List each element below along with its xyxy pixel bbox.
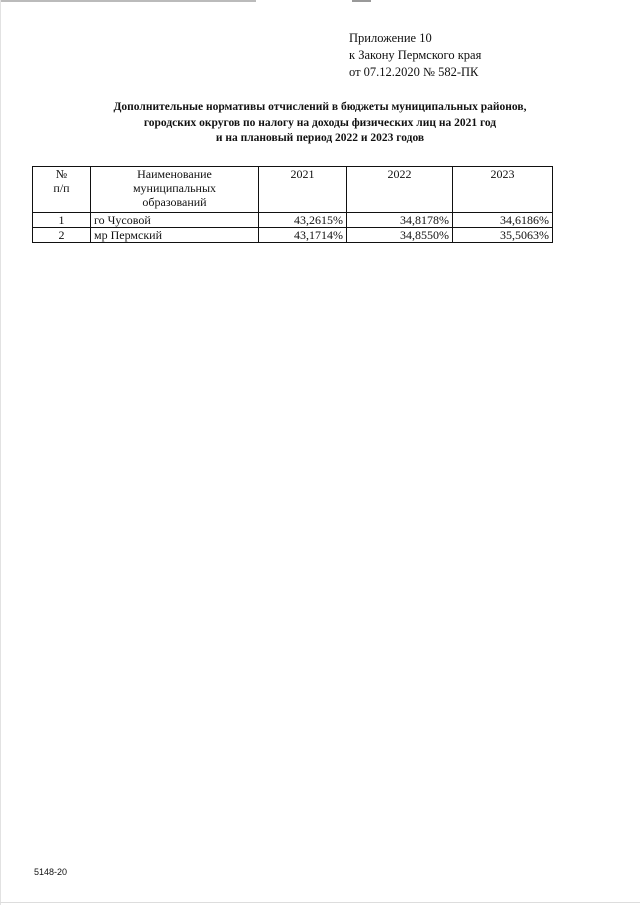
appendix-number: Приложение 10 [349,31,432,45]
appendix-date: от 07.12.2020 № 582-ПК [349,65,479,79]
norms-table [32,166,553,243]
row-2023: 34,6186% [453,213,553,228]
table-row [33,213,553,228]
row-2021: 43,2615% [259,213,347,228]
header-name-line-2: муниципальных [132,181,217,195]
document-title [60,100,580,147]
row-name: го Чусовой [91,213,259,228]
header-2021: 2021 [259,167,347,213]
scan-edge-top [0,0,640,2]
scan-edge-left [0,0,1,905]
header-num-line-1: № [55,167,68,181]
header-name [91,167,259,213]
header-2022: 2022 [347,167,453,213]
row-2023: 35,5063% [453,228,553,243]
title-line-2: городских округов по налогу на доходы физических лиц на 2021 год [143,116,497,129]
appendix-law: к Закону Пермского края [349,48,482,62]
table-row [33,228,553,243]
row-name: мр Пермский [91,228,259,243]
row-2021: 43,1714% [259,228,347,243]
row-2022: 34,8178% [347,213,453,228]
row-num: 1 [33,213,91,228]
document-code: 5148-20 [34,867,68,877]
appendix-reference [349,30,481,81]
header-num [33,167,91,213]
title-line-1: Дополнительные нормативы отчислений в бюджеты муниципальных районов, [113,101,527,113]
table-header-row [33,167,553,213]
scan-edge-bottom [0,902,640,903]
header-2023: 2023 [453,167,553,213]
row-num: 2 [33,228,91,243]
title-line-3: и на плановый период 2022 и 2023 годов [215,132,425,144]
header-name-line-1: Наименование [137,167,212,181]
row-2022: 34,8550% [347,228,453,243]
header-num-line-2: п/п [53,181,70,195]
header-name-line-3: образований [142,195,207,209]
